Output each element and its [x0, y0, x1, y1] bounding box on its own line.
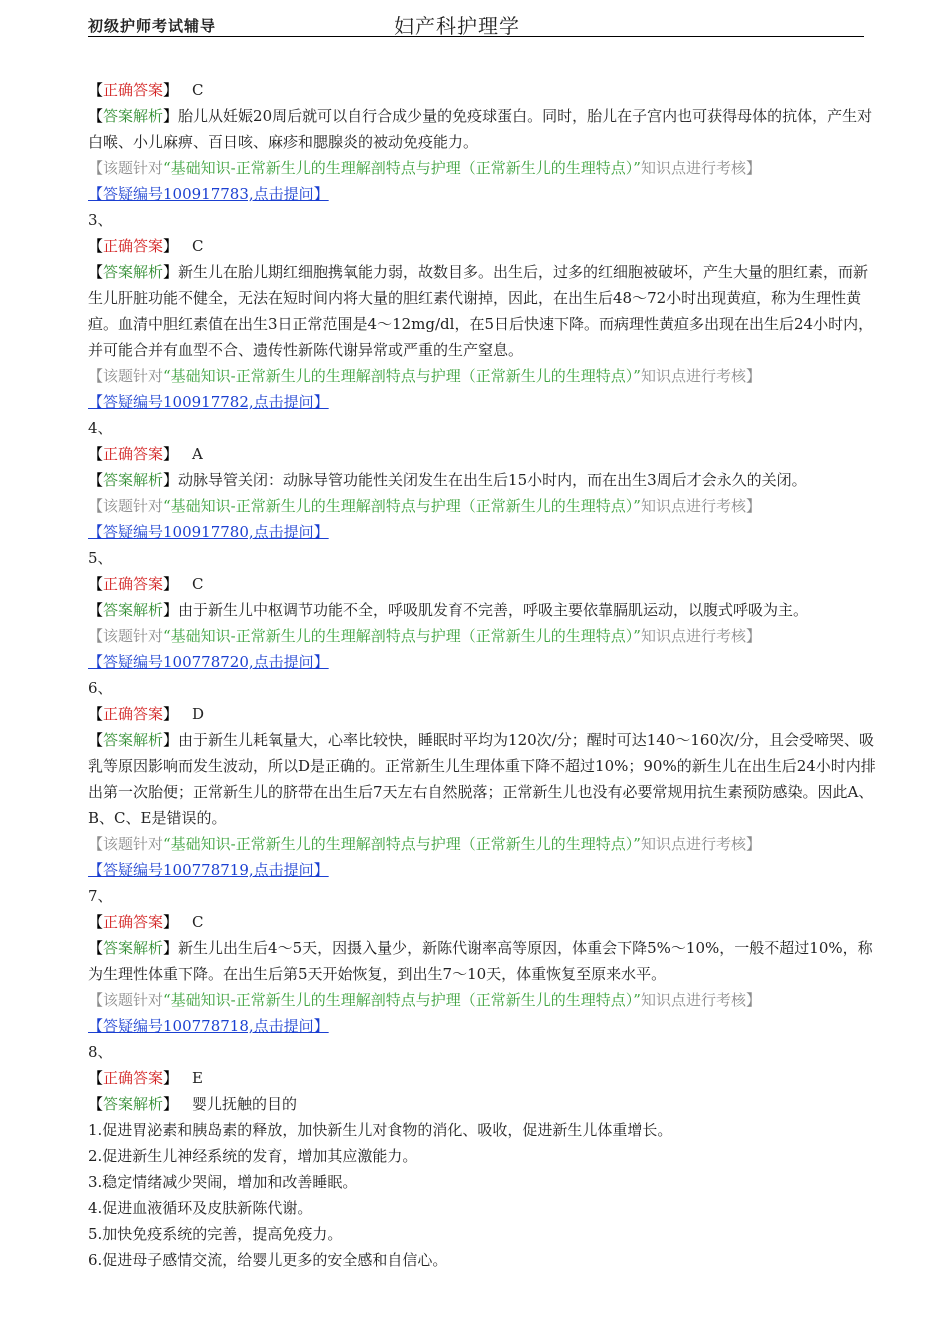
correct-answer-line: 【正确答案】 A — [88, 445, 203, 463]
answer-item — [88, 1039, 878, 1273]
correct-answer-value: D — [192, 705, 205, 723]
analysis-text: 【答案解析】新生儿在胎儿期红细胞携氧能力弱，故数目多。出生后，过多的红细胞被破坏，产生大量的胆红素，而新生儿肝脏功能不健全，无法在短时间内将大量的胆红素代谢掉，因此，在出生后48～72小时出现黄疸，称为生理性黄疸。血清中胆红素值在出生3日正常范围是4～12mg/dl，在5日后快速下降。而病理性黄疸多出现在出生后24小时内，并可能合并有血型不合、遗传性新陈代谢异常或严重的生产窒息。 — [88, 263, 874, 359]
answer-content — [88, 77, 878, 1273]
analysis-label: 答案解析 — [103, 263, 164, 281]
question-number: 3、 — [88, 211, 113, 229]
correct-answer-label: 正确答案 — [103, 445, 164, 463]
correct-answer-value: C — [192, 81, 204, 99]
topic-note: 【该题针对“基础知识-正常新生儿的生理解剖特点与护理（正常新生儿的生理特点）”知识点进行考核】 — [88, 835, 761, 853]
correct-answer-label: 正确答案 — [103, 575, 164, 593]
correct-answer-value: C — [192, 913, 204, 931]
analysis-label: 答案解析 — [103, 939, 164, 957]
question-number: 8、 — [88, 1043, 113, 1061]
correct-answer-value: E — [192, 1069, 203, 1087]
list-item: 5.加快免疫系统的完善，提高免疫力。 — [88, 1225, 343, 1243]
correct-answer-label: 正确答案 — [103, 705, 164, 723]
answer-item — [88, 415, 878, 545]
answer-item — [88, 77, 878, 207]
list-item: 6.促进母子感情交流，给婴儿更多的安全感和自信心。 — [88, 1251, 448, 1269]
analysis-label: 答案解析 — [103, 1095, 164, 1113]
topic-note: 【该题针对“基础知识-正常新生儿的生理解剖特点与护理（正常新生儿的生理特点）”知识点进行考核】 — [88, 627, 761, 645]
correct-answer-label: 正确答案 — [103, 1069, 164, 1087]
ask-question-link[interactable]: 【答疑编号100778719,点击提问】 — [88, 861, 329, 879]
analysis-text: 【答案解析】由于新生儿耗氧量大，心率比较快，睡眠时平均为120次/分；醒时可达140～160次/分，且会受啼哭、吸乳等原因影响而发生波动，所以D是正确的。正常新生儿生理体重下降不超过10%；90%的新生儿在出生后24小时内排出第一次胎便；正常新生儿的脐带在出生后7天左右自然脱落；正常新生儿也没有必要常规用抗生素预防感染。因此A、B、C、E是错误的。 — [88, 731, 876, 827]
question-number: 7、 — [88, 887, 113, 905]
analysis-label: 答案解析 — [103, 107, 164, 125]
header-left-title: 初级护师考试辅导 — [88, 17, 217, 35]
correct-answer-line: 【正确答案】 D — [88, 705, 205, 723]
list-item: 4.促进血液循环及皮肤新陈代谢。 — [88, 1199, 313, 1217]
analysis-label: 答案解析 — [103, 471, 164, 489]
list-item: 2.促进新生儿神经系统的发育，增加其应激能力。 — [88, 1147, 418, 1165]
correct-answer-value: C — [192, 575, 204, 593]
correct-answer-line: 【正确答案】 C — [88, 237, 204, 255]
list-item: 1.促进胃泌素和胰岛素的释放，加快新生儿对食物的消化、吸收，促进新生儿体重增长。 — [88, 1121, 673, 1139]
answer-item — [88, 545, 878, 675]
correct-answer-value: A — [192, 445, 203, 463]
correct-answer-label: 正确答案 — [103, 913, 164, 931]
topic-note: 【该题针对“基础知识-正常新生儿的生理解剖特点与护理（正常新生儿的生理特点）”知识点进行考核】 — [88, 367, 761, 385]
ask-question-link[interactable]: 【答疑编号100917783,点击提问】 — [88, 185, 329, 203]
correct-answer-label: 正确答案 — [103, 237, 164, 255]
ask-question-link[interactable]: 【答疑编号100778718,点击提问】 — [88, 1017, 329, 1035]
answer-item — [88, 883, 878, 1039]
header-center-title: 妇产科护理学 — [394, 14, 520, 38]
analysis-text: 【答案解析】胎儿从妊娠20周后就可以自行合成少量的免疫球蛋白。同时，胎儿在子宫内也可获得母体的抗体，产生对白喉、小儿麻痹、百日咳、麻疹和腮腺炎的被动免疫能力。 — [88, 107, 873, 151]
page-header — [88, 10, 864, 37]
list-item: 3.稳定情绪减少哭闹，增加和改善睡眠。 — [88, 1173, 358, 1191]
ask-question-link[interactable]: 【答疑编号100917782,点击提问】 — [88, 393, 329, 411]
analysis-label: 答案解析 — [103, 731, 164, 749]
question-number: 5、 — [88, 549, 113, 567]
topic-note: 【该题针对“基础知识-正常新生儿的生理解剖特点与护理（正常新生儿的生理特点）”知识点进行考核】 — [88, 159, 761, 177]
correct-answer-line: 【正确答案】 C — [88, 575, 204, 593]
correct-answer-label: 正确答案 — [103, 81, 164, 99]
topic-note: 【该题针对“基础知识-正常新生儿的生理解剖特点与护理（正常新生儿的生理特点）”知识点进行考核】 — [88, 991, 761, 1009]
ask-question-link[interactable]: 【答疑编号100917780,点击提问】 — [88, 523, 329, 541]
question-number: 4、 — [88, 419, 113, 437]
analysis-text: 【答案解析】动脉导管关闭：动脉导管功能性关闭发生在出生后15小时内，而在出生3周后才会永久的关闭。 — [88, 471, 807, 489]
question-number: 6、 — [88, 679, 113, 697]
topic-note: 【该题针对“基础知识-正常新生儿的生理解剖特点与护理（正常新生儿的生理特点）”知识点进行考核】 — [88, 497, 761, 515]
analysis-text: 【答案解析】 婴儿抚触的目的 — [88, 1095, 298, 1113]
ask-question-link[interactable]: 【答疑编号100778720,点击提问】 — [88, 653, 329, 671]
analysis-text: 【答案解析】新生儿出生后4～5天，因摄入量少，新陈代谢率高等原因，体重会下降5%～10%，一般不超过10%，称为生理性体重下降。在出生后第5天开始恢复，到出生7～10天，体重恢复至原来水平。 — [88, 939, 873, 983]
correct-answer-line: 【正确答案】 E — [88, 1069, 203, 1087]
analysis-text: 【答案解析】由于新生儿中枢调节功能不全，呼吸肌发育不完善，呼吸主要依靠膈肌运动，以腹式呼吸为主。 — [88, 601, 809, 619]
correct-answer-line: 【正确答案】 C — [88, 913, 204, 931]
correct-answer-value: C — [192, 237, 204, 255]
analysis-label: 答案解析 — [103, 601, 164, 619]
answer-item — [88, 675, 878, 883]
answer-item — [88, 207, 878, 415]
correct-answer-line: 【正确答案】 C — [88, 81, 204, 99]
